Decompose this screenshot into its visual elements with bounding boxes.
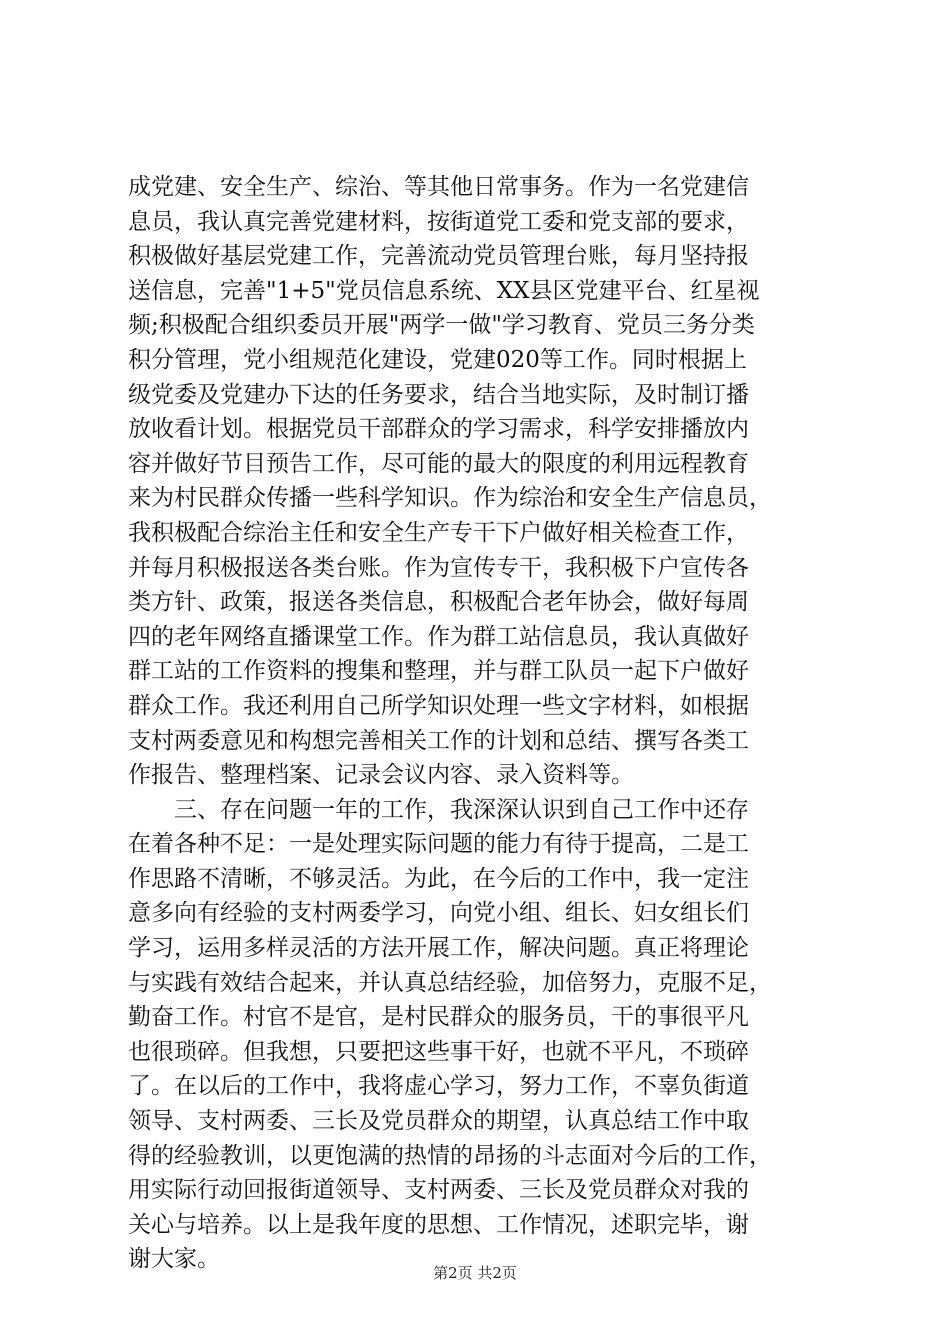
- text-line: 群众工作。我还利用自己所学知识处理一些文字材料，如根据: [128, 692, 749, 719]
- text-line: 四的老年网络直播课堂工作。作为群工站信息员，我认真做好: [128, 623, 749, 650]
- text-line: 作报告、整理档案、记录会议内容、录入资料等。: [128, 762, 634, 789]
- text-line: 作思路不清晰，不够灵活。为此，在今后的工作中，我一定注: [128, 865, 749, 892]
- text-line: 容并做好节目预告工作，尽可能的最大的限度的利用远程教育: [128, 450, 749, 477]
- text-line: 在着各种不足：一是处理实际问题的能力有待于提高，二是工: [128, 831, 749, 858]
- text-line: 积分管理，党小组规范化建设，党建020等工作。同时根据上: [128, 346, 747, 373]
- text-line: 息员，我认真完善党建材料，按街道党工委和党支部的要求，: [128, 208, 749, 235]
- text-line: 也很琐碎。但我想，只要把这些事干好，也就不平凡，不琐碎: [128, 1038, 749, 1065]
- text-line: 级党委及党建办下达的任务要求，结合当地实际，及时制订播: [128, 381, 749, 408]
- body-text: [128, 170, 828, 1277]
- text-line: 了。在以后的工作中，我将虚心学习，努力工作，不辜负街道: [128, 1073, 749, 1100]
- text-line: 意多向有经验的支村两委学习，向党小组、组长、妇女组长们: [128, 900, 749, 927]
- text-line: 关心与培养。以上是我年度的思想、工作情况，述职完毕，谢: [128, 1211, 749, 1238]
- text-line: 积极做好基层党建工作，完善流动党员管理台账，每月坚持报: [128, 243, 749, 270]
- text-line: 谢大家。: [128, 1246, 220, 1273]
- text-line: 与实践有效结合起来，并认真总结经验，加倍努力，克服不足，: [128, 969, 772, 996]
- text-line: 勤奋工作。村官不是官，是村民群众的服务员，干的事很平凡: [128, 1004, 749, 1031]
- text-line: 领导、支村两委、三长及党员群众的期望，认真总结工作中取: [128, 1108, 749, 1135]
- text-line: 群工站的工作资料的搜集和整理，并与群工队员一起下户做好: [128, 658, 749, 685]
- text-line: 用实际行动回报街道领导、支村两委、三长及党员群众对我的: [128, 1177, 749, 1204]
- text-line: 频;积极配合组织委员开展"两学一做"学习教育、党员三务分类: [128, 312, 755, 339]
- text-line: 支村两委意见和构想完善相关工作的计划和总结、撰写各类工: [128, 727, 749, 754]
- page-number-footer: 第2页 共2页: [433, 1264, 517, 1282]
- text-line: 并每月积极报送各类台账。作为宣传专干，我积极下户宣传各: [128, 554, 749, 581]
- text-line: 得的经验教训，以更饱满的热情的昂扬的斗志面对今后的工作，: [128, 1142, 772, 1169]
- text-line: 三、存在问题一年的工作，我深深认识到自己工作中还存: [128, 796, 749, 823]
- text-line: 成党建、安全生产、综治、等其他日常事务。作为一名党建信: [128, 174, 749, 200]
- text-line: 来为村民群众传播一些科学知识。作为综治和安全生产信息员，: [128, 485, 772, 512]
- text-line: 类方针、政策，报送各类信息，积极配合老年协会，做好每周: [128, 589, 749, 616]
- text-line: 学习，运用多样灵活的方法开展工作，解决问题。真正将理论: [128, 935, 749, 962]
- text-line: 我积极配合综治主任和安全生产专干下户做好相关检查工作，: [128, 519, 749, 546]
- text-line: 放收看计划。根据党员干部群众的学习需求，科学安排播放内: [128, 416, 749, 443]
- text-line: 送信息，完善"1+5"党员信息系统、XX县区党建平台、红星视: [128, 277, 760, 304]
